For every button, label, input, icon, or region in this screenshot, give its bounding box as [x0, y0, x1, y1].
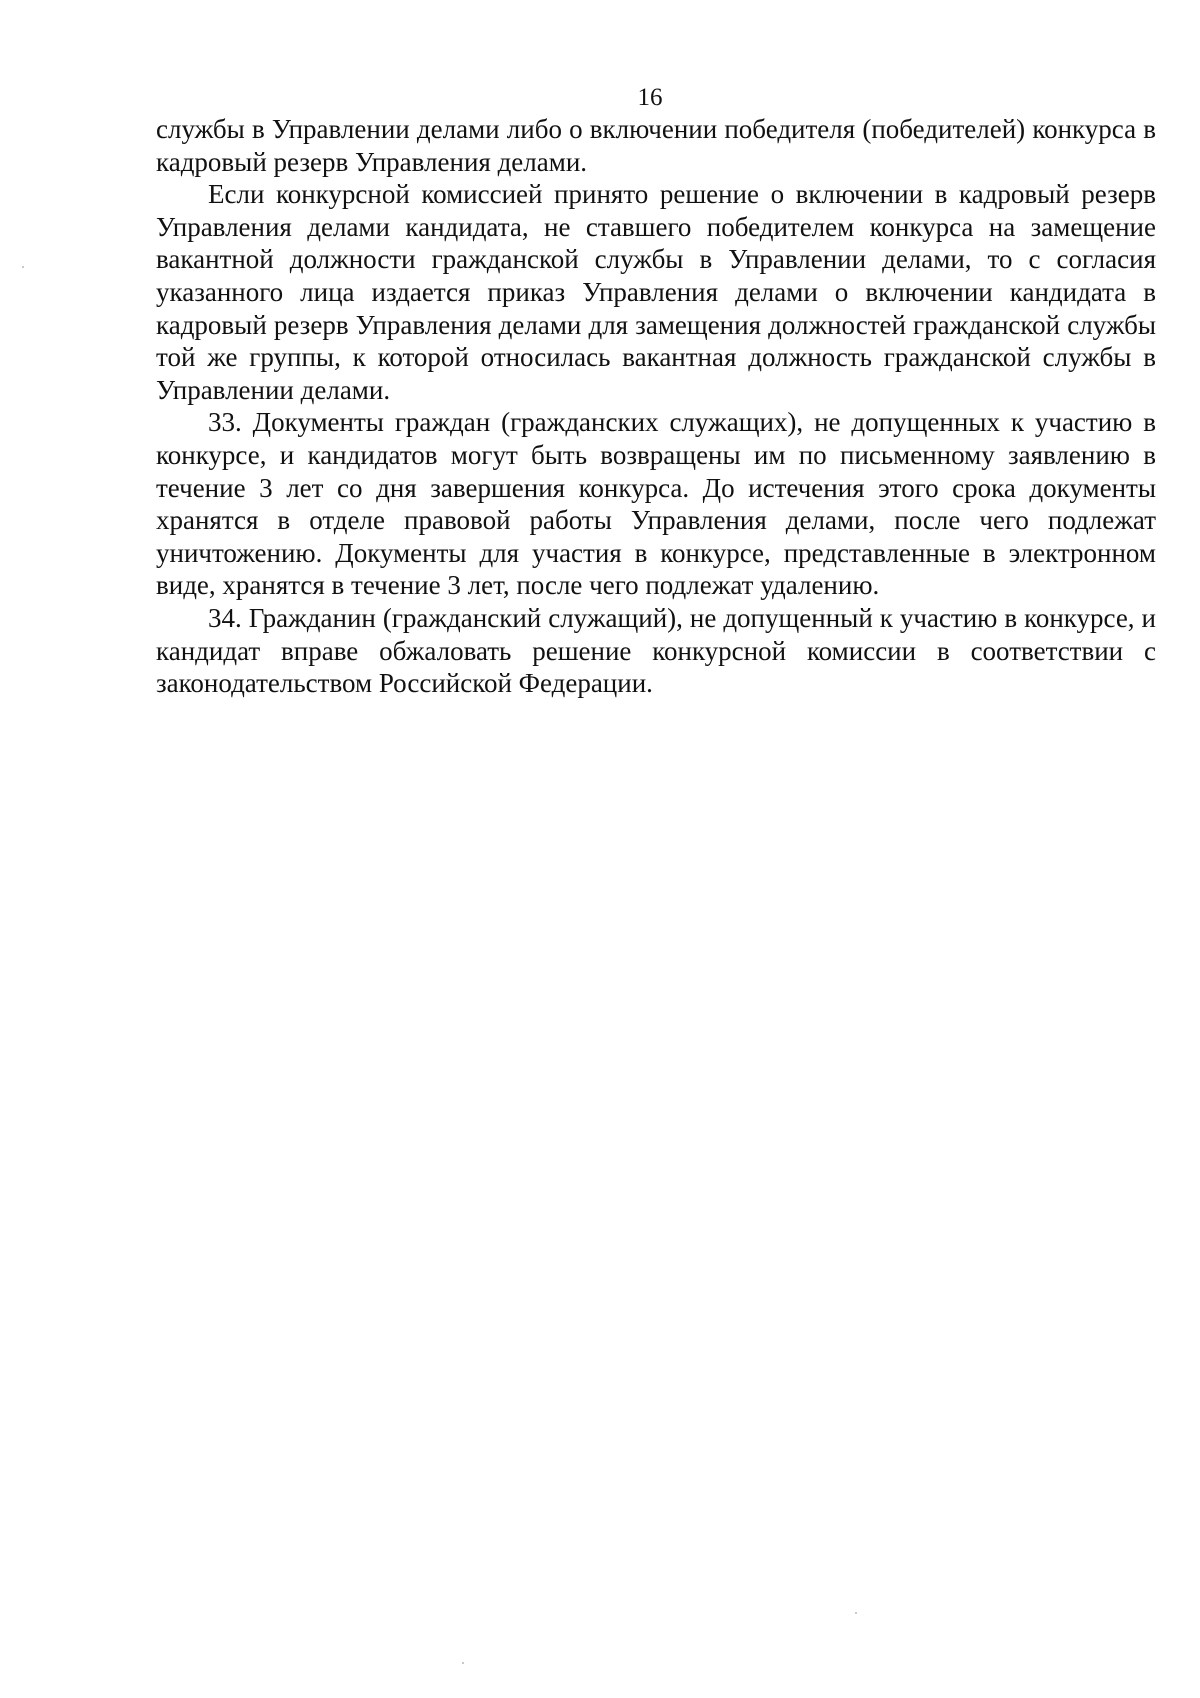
paragraph-continuation: службы в Управлении делами либо о включении победителя (победителей) конкурса в кадровый резерв Управления делами. — [156, 114, 1156, 177]
scan-speck — [855, 1612, 857, 1614]
document-body — [156, 113, 1156, 700]
paragraph-33: 33. Документы граждан (гражданских служащих), не допущенных к участию в конкурсе, и кандидатов могут быть возвращены им по письменному заявлению в течение 3 лет со дня завершения конкурса. До истечения этого срока документы хранятся в отделе правовой работы Управления делами, после чего подлежат уничтожению. Документы для участия в конкурсе, представленные в электронном виде, хранятся в течение 3 лет, после чего подлежат удалению. — [156, 407, 1156, 601]
page-number: 16 — [637, 84, 663, 111]
paragraph-reserve: Если конкурсной комиссией принято решение о включении в кадровый резерв Управления делами кандидата, не ставшего победителем конкурса на замещение вакантной должности гражданской службы в Управлении делами, то с согласия указанного лица издается приказ Управления делами о включении кандидата в кадровый резерв Управления делами для замещения должностей гражданской службы той же группы, к которой относилась вакантная должность гражданской службы в Управлении делами. — [156, 179, 1156, 405]
scan-speck — [22, 266, 24, 268]
paragraph-34: 34. Гражданин (гражданский служащий), не допущенный к участию в конкурсе, и кандидат вправе обжаловать решение конкурсной комиссии в соответствии с законодательством Российской Федерации. — [156, 602, 1156, 699]
scan-speck — [462, 1662, 464, 1664]
